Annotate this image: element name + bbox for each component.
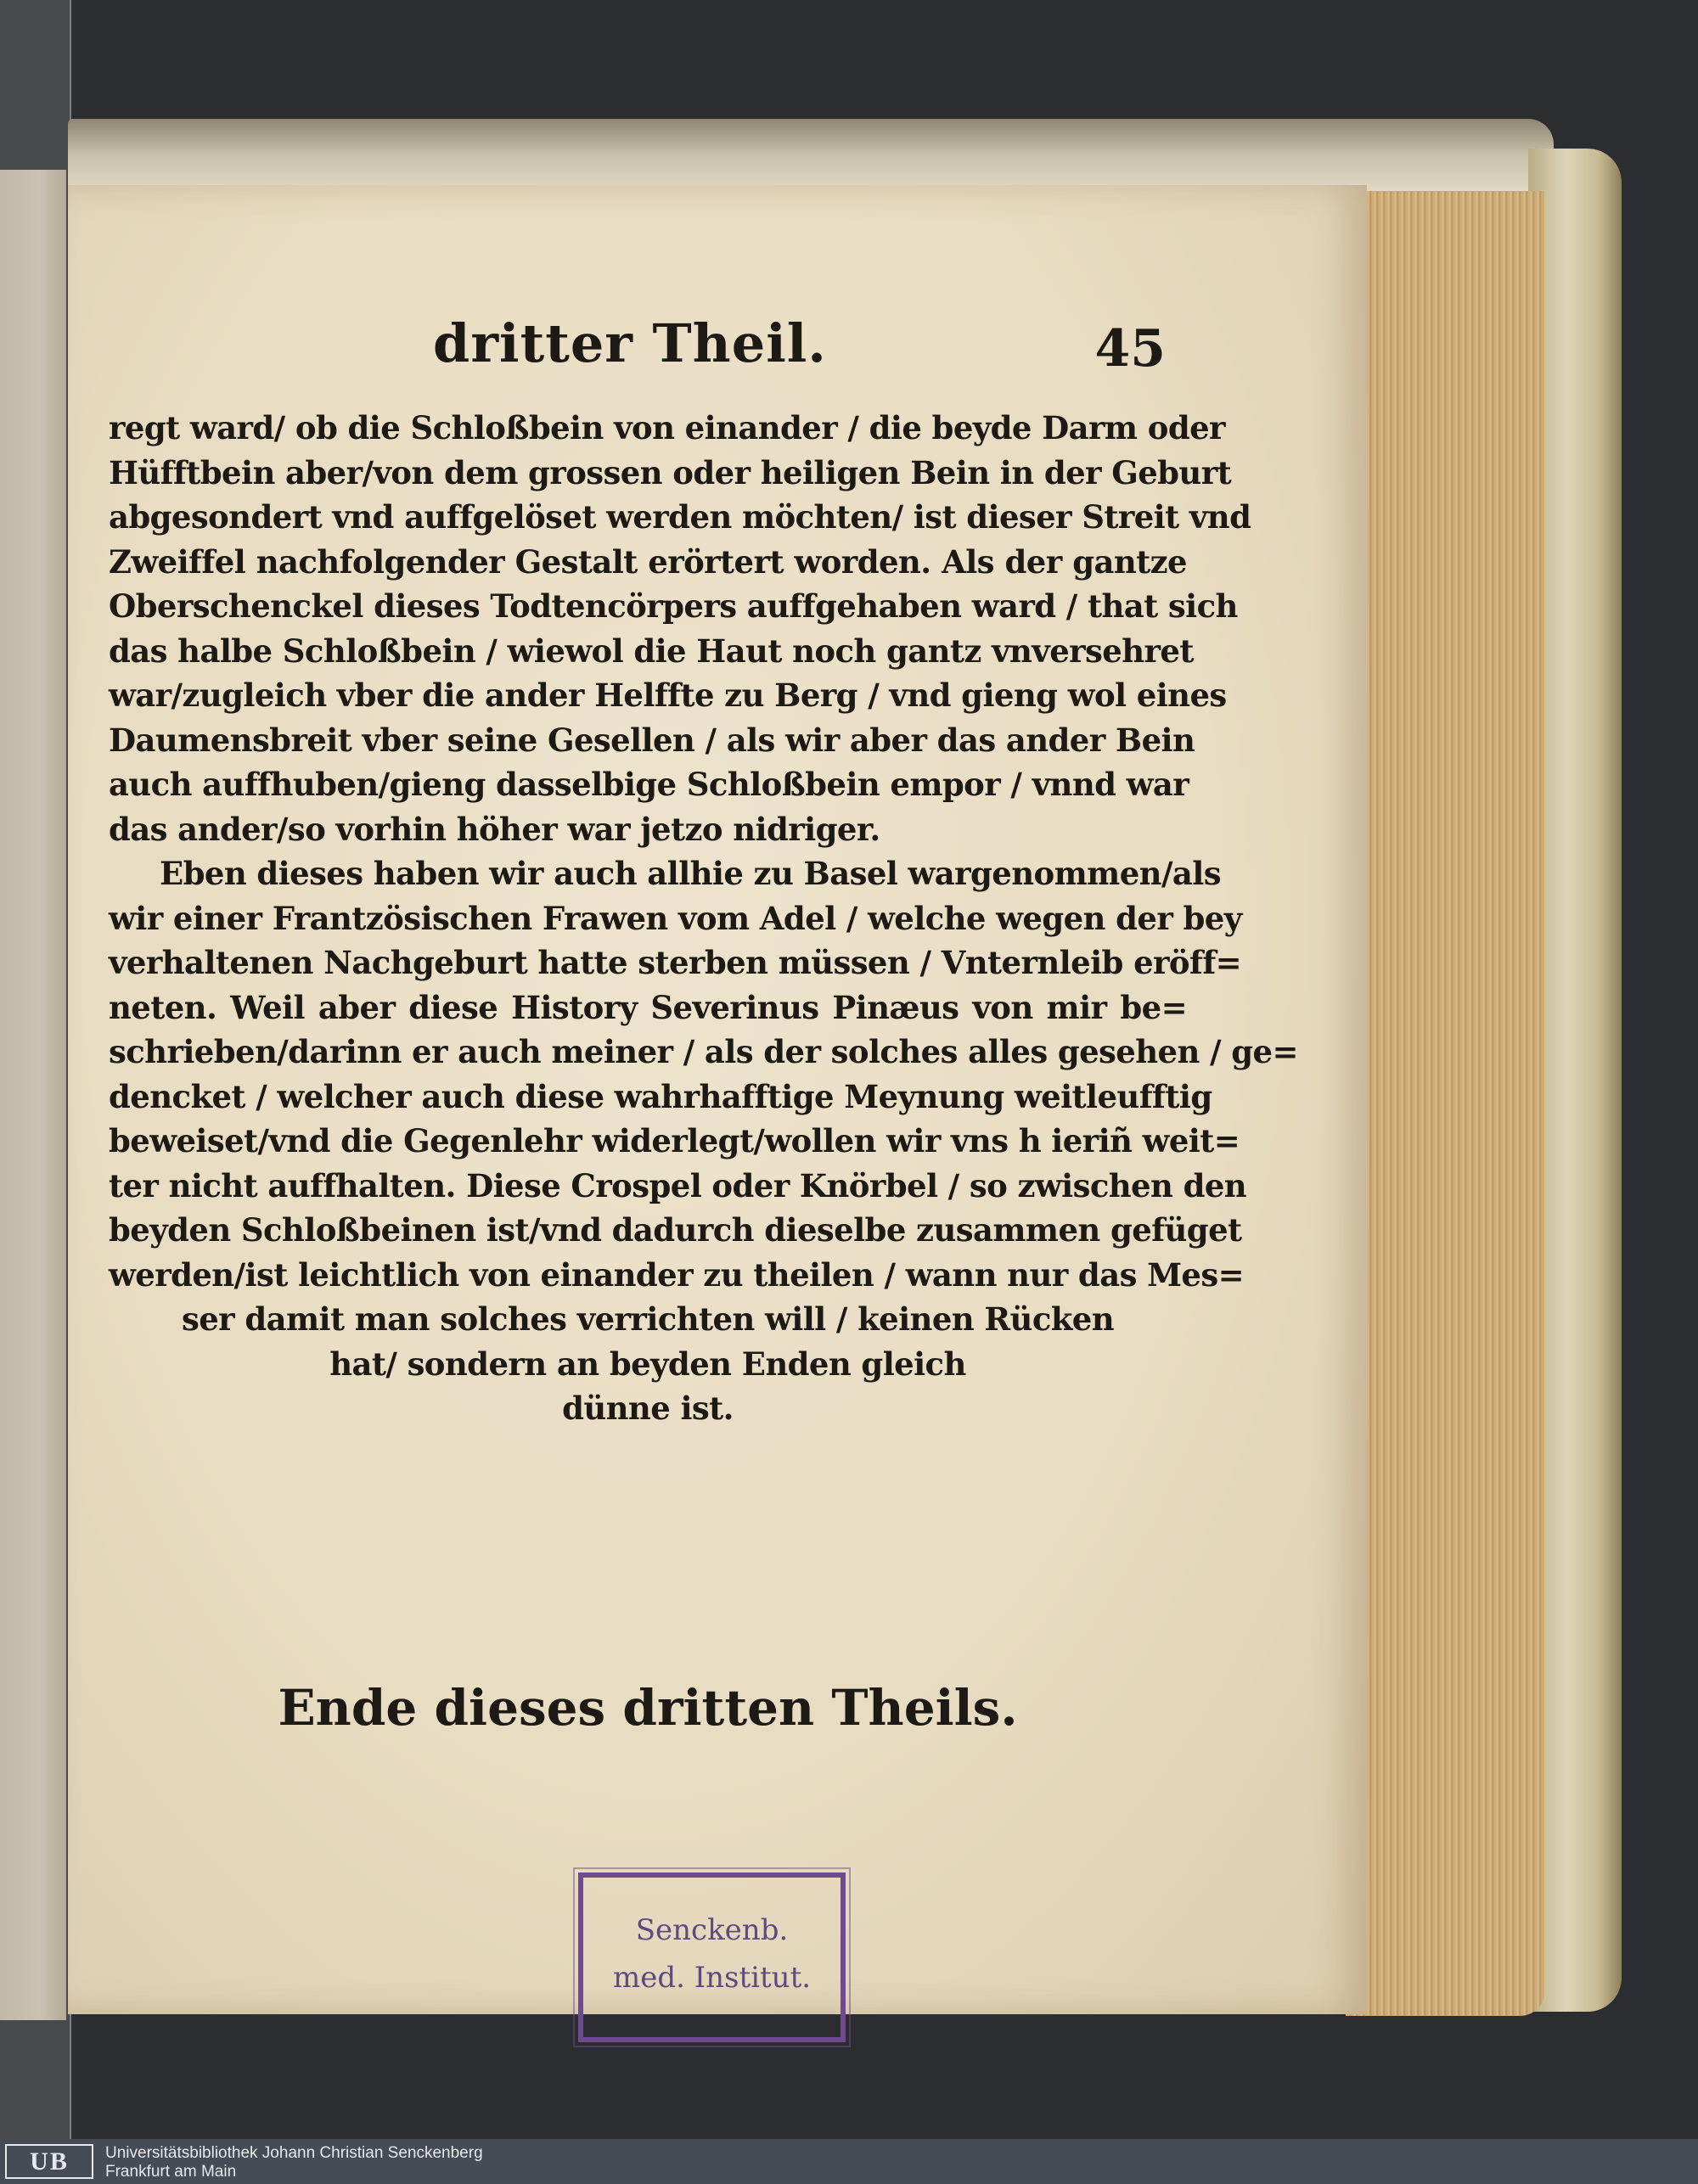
text-line: auch auffhuben/gieng dasselbige Schloßbein empor / vnnd war — [109, 766, 1189, 803]
text-line: dünne ist. — [562, 1390, 734, 1427]
text-line: beweiset/vnd die Gegenlehr widerlegt/wollen wir vns h ieriñ weit= — [109, 1122, 1240, 1159]
library-stamp — [578, 1872, 846, 2042]
page-number: 45 — [1094, 319, 1166, 379]
text-line: regt ward/ ob die Schloßbein von einander / die beyde Darm oder — [109, 409, 1225, 446]
book-page — [68, 185, 1367, 2014]
text-line: verhaltenen Nachgeburt hatte sterben müssen / Vnternleib eröff= — [109, 944, 1242, 981]
text-line: ser damit man solches verrichten will / keinen Rücken — [181, 1300, 1115, 1338]
running-head: dritter Theil. — [433, 312, 827, 374]
text-line: Hüfftbein aber/von dem grossen oder heiligen Bein in der Geburt — [109, 453, 1232, 491]
text-line: schrieben/darinn er auch meiner / als der solches alles gesehen / ge= — [109, 1033, 1298, 1070]
book-fore-edge — [1346, 191, 1545, 2016]
text-line: dencket / welcher auch diese wahrhafftige Meynung weitleufftig — [109, 1077, 1212, 1115]
text-line: werden/ist leichtlich von einander zu theilen / wann nur das Mes= — [109, 1255, 1245, 1294]
text-line: Eben dieses haben wir auch allhie zu Basel wargenommen/als — [160, 855, 1221, 892]
body-text — [109, 406, 1298, 1431]
text-line: Oberschenckel dieses Todtencörpers auffgehaben ward / that sich — [109, 587, 1238, 625]
text-line: Zweiffel nachfolgender Gestalt erörtert worden. Als der gantze — [109, 542, 1187, 581]
stamp-line: med. Institut. — [612, 1961, 812, 1995]
page-header — [109, 312, 1187, 406]
ub-logo[interactable]: UB — [5, 2144, 93, 2179]
text-block — [109, 312, 1298, 1995]
glass-plate — [0, 0, 71, 2139]
text-line: hat/ sondern an beyden Enden gleich — [329, 1345, 966, 1383]
text-line: neten. Weil aber diese History Severinus Pinæus von mir be= — [109, 988, 1187, 1026]
text-line: war/zugleich vber die ander Helffte zu Berg / vnd gieng wol eines — [109, 677, 1227, 714]
text-line: das halbe Schloßbein / wiewol die Haut noch gantz vnversehret — [109, 632, 1194, 670]
text-line: abgesondert vnd auffgelöset werden möchten/ ist dieser Streit vnd — [109, 498, 1251, 536]
footer-bar — [0, 2139, 1698, 2184]
text-line: Daumensbreit vber seine Gesellen / als wir aber das ander Bein — [109, 721, 1195, 759]
library-city: Frankfurt am Main — [105, 2163, 237, 2181]
end-title: Ende dieses dritten Theils. — [278, 1679, 1018, 1737]
text-line: beyden Schloßbeinen ist/vnd dadurch dieselbe zusammen gefüget — [109, 1211, 1242, 1249]
text-line: ter nicht auffhalten. Diese Crospel oder Knörbel / so zwischen den — [109, 1166, 1247, 1204]
text-line: das ander/so vorhin höher war jetzo nidriger. — [109, 810, 880, 848]
library-name: Universitätsbibliothek Johann Christian Senckenberg — [105, 2144, 483, 2162]
stamp-line: Senckenb. — [635, 1913, 789, 1947]
text-line: wir einer Frantzösischen Frawen vom Adel / welche wegen der bey — [109, 899, 1242, 937]
